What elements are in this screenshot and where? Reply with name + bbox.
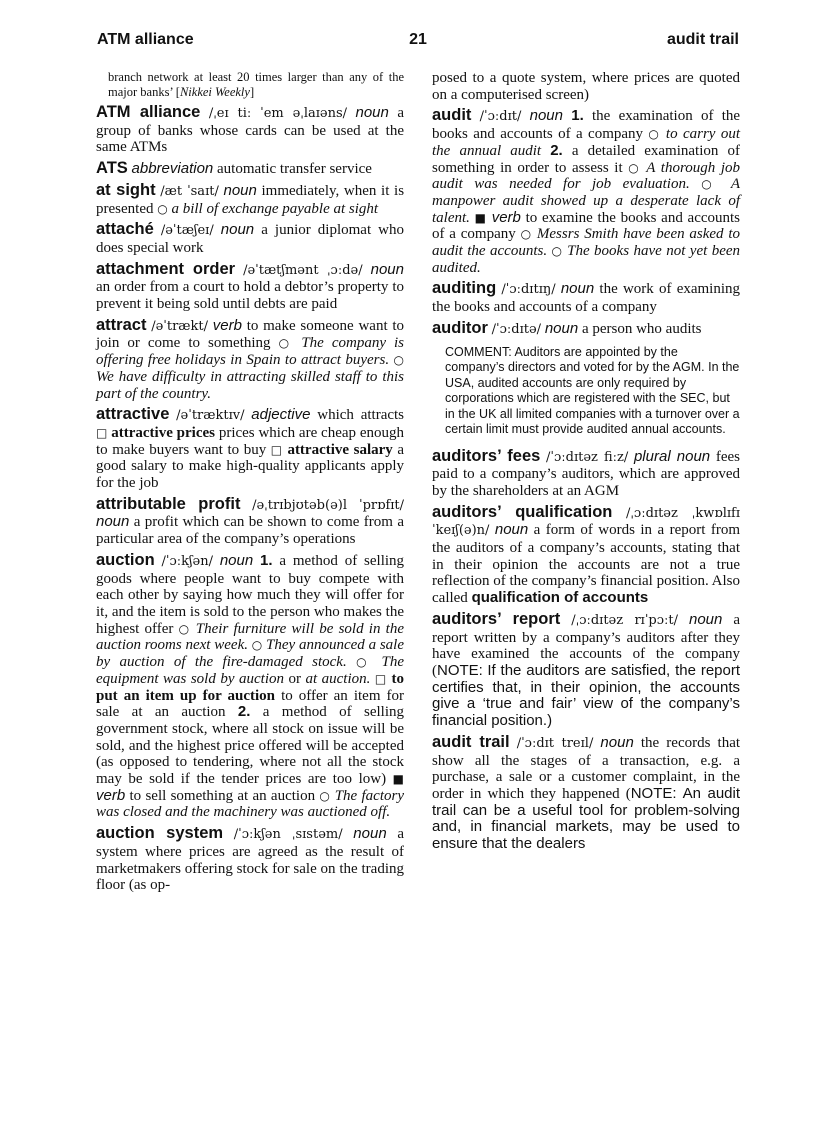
pronunciation: /ˈɔːdɪtɪŋ/: [501, 282, 556, 298]
pronunciation: /ˈɔːdɪtəz fiːz/: [546, 449, 629, 465]
page-header: [97, 31, 739, 55]
headword: audit trail: [432, 732, 510, 751]
example: We have difficulty in attracting skilled staff to this part of the country.: [96, 368, 404, 402]
definition: a form of words in a report from the auditors of a company’s accounts, stating that in their opinion the accounts are not a true reflection of the company’s financial position. Also called: [432, 522, 740, 607]
headword: auction system: [96, 824, 224, 843]
example: The company is offering free holidays in Spain to attract buyers.: [96, 335, 405, 369]
entry-atm-alliance: [96, 104, 404, 156]
note-text: If the auditors are satisfied, the report certifies that, in their opinion, the accounts give a ‘true and fair’ view of the company’s financial position.): [432, 661, 741, 730]
headword: attract: [96, 315, 147, 334]
phrase-definition: a good salary to make high-quality applicants apply for the job: [96, 441, 404, 492]
example-marker-icon: ○: [251, 638, 263, 653]
example: to carry out the annual audit: [432, 126, 741, 159]
example-marker-icon: ○: [551, 244, 563, 259]
part-of-speech: noun: [220, 221, 255, 239]
example: Their furniture will be sold in the auction rooms next week.: [96, 620, 405, 654]
note-label: NOTE:: [630, 784, 677, 802]
part-of-speech: noun: [219, 551, 254, 569]
entry-attractive: [96, 406, 404, 492]
definition: to examine the books and accounts of a company: [432, 209, 741, 243]
pronunciation: /əˈtrækt/: [151, 318, 208, 334]
definition: the work of examining the books and accounts of a company: [432, 281, 741, 316]
headword: audit: [432, 106, 472, 125]
part-of-speech: noun: [370, 260, 404, 278]
continued-entry: branch network at least 20 times larger than any of the major banks’ [Nikkei Weekly]: [108, 70, 404, 99]
definition: the examination of the books and accounts of a company: [432, 108, 741, 143]
entry-attachment-order: [96, 261, 404, 313]
headword: attachment order: [96, 259, 236, 278]
entry-auction-system: [96, 825, 404, 894]
part-of-speech: noun: [494, 521, 529, 539]
example: a bill of exchange payable at sight: [171, 200, 379, 217]
definition: which attracts: [317, 407, 405, 424]
source-citation: Nikkei Weekly: [179, 84, 250, 99]
phrase: attractive salary: [287, 441, 393, 458]
part-of-speech: abbreviation: [131, 160, 214, 178]
example-marker-icon: ○: [319, 788, 331, 803]
example-marker-icon: ○: [701, 177, 720, 192]
definition: to sell something at an auction: [129, 787, 316, 804]
definition: the records that show all the stages of a transaction, e.g. a purchase, a sale or a customer complaint, in the order in which they happened: [432, 734, 741, 802]
page-number: 21: [409, 31, 427, 48]
example: Messrs Smith have been asked to audit the accounts.: [432, 226, 741, 260]
headword: attributable profit: [96, 494, 241, 513]
entry-auditors-qualification: [432, 504, 740, 607]
definition: a report written by a company’s auditors after they have examined the accounts of the company: [432, 611, 741, 663]
phrase-marker-icon: □: [374, 671, 387, 686]
headword: auditors’ qualification: [432, 502, 613, 521]
phrase-definition: prices which are cheap enough to make buyers want to buy: [96, 424, 405, 458]
example: The factory was closed and the machinery was auctioned off.: [96, 787, 404, 821]
headword: ATS: [96, 159, 128, 178]
pronunciation: /ˌɔːdɪtəz rɪˈpɔːt/: [571, 612, 678, 628]
entry-auditors-fees: [432, 448, 740, 500]
headword: auditing: [432, 279, 497, 298]
example-marker-icon: ○: [393, 353, 404, 368]
part-of-speech: noun: [96, 513, 130, 531]
part-of-speech: noun: [355, 104, 389, 121]
pronunciation: /ˈɔːkʃən/: [161, 553, 213, 569]
phrase-marker-icon: □: [96, 425, 108, 440]
definition: an order from a court to hold a debtor’s property to prevent it being sold until debts are paid: [96, 279, 404, 313]
sense-number: 1.: [571, 107, 584, 125]
sense-number: 1.: [260, 551, 273, 569]
definition: immediately, when it is presented: [96, 182, 405, 217]
part-of-speech: adjective: [251, 406, 311, 424]
example-marker-icon: ○: [278, 336, 294, 351]
definition: a detailed examination of something in order to assess it: [432, 142, 740, 176]
entry-ats: [96, 160, 404, 178]
entry-attributable-profit: [96, 496, 404, 548]
pronunciation: /ˈɔːdɪt treɪl/: [516, 735, 594, 751]
pos-change-marker-icon: ■: [474, 210, 487, 225]
definition: a method of selling government stock, where all stock on issue will be sold, and the highest price offered will be accepted (as opposed to tendering, where not all the stock may be sold if the tender prices are too low): [96, 704, 404, 788]
headword: at sight: [96, 180, 156, 199]
pronunciation: /ˈɔːdɪt/: [479, 109, 522, 125]
phrase-definition: to offer an item for sale at an auction: [96, 687, 404, 721]
definition: a group of banks whose cards can be used at the same ATMs: [96, 105, 405, 156]
entry-auditing: [432, 280, 740, 315]
part-of-speech: noun: [560, 280, 595, 298]
definition: a method of selling goods where people want to buy compete with each other by saying how much they will offer for it, and the item is sold to the person who makes the highest offer: [96, 552, 405, 637]
example-marker-icon: ○: [356, 655, 373, 670]
definition: automatic transfer service: [217, 161, 372, 178]
example-marker-icon: ○: [520, 227, 533, 242]
headword: auditor: [432, 318, 488, 337]
comment-box: [432, 345, 740, 438]
part-of-speech: noun: [688, 610, 723, 628]
pronunciation: /æt ˈsaɪt/: [160, 183, 219, 199]
pronunciation: /ˌeɪ tiː ˈem əˌlaɪəns/: [208, 106, 348, 121]
entry-attract: [96, 317, 404, 403]
headword: auditors’ report: [432, 609, 561, 628]
part-of-speech: noun: [529, 107, 563, 125]
continued-entry: [432, 70, 740, 103]
pronunciation: /əˈtætʃmənt ˌɔːdə/: [243, 262, 363, 278]
example-marker-icon: ○: [178, 621, 191, 636]
example: They announced a sale by auction of the fire-damaged stock.: [96, 637, 405, 671]
example-marker-icon: ○: [157, 201, 168, 216]
headword: auditors’ fees: [432, 446, 541, 465]
entry-auditor: [432, 320, 740, 339]
example-marker-icon: ○: [628, 160, 641, 175]
definition: posed to a quote system, where prices are quoted on a computerised screen): [432, 70, 740, 103]
headword: ATM alliance: [96, 103, 201, 121]
cross-reference: qualification of accounts: [471, 589, 649, 607]
comment-text: Auditors are appointed by the company’s directors and voted for by the AGM. In the USA, audited accounts are only required by corporations which are registered with the SEC, but in the UK all limited companies with a turnover over a certain limit must provide audited annual accounts.: [445, 344, 740, 437]
running-head-right: audit trail: [666, 31, 739, 48]
part-of-speech: verb: [491, 208, 521, 226]
left-column: [96, 70, 404, 898]
definition: to make someone want to join or come to something: [96, 317, 405, 352]
definition: a person who audits: [581, 320, 702, 337]
definition: a system where prices are agreed as the result of marketmakers offering stock for sale on the trading floor (as op-: [96, 826, 405, 894]
running-head-left: ATM alliance: [97, 31, 194, 48]
pronunciation: /əˈtæʃeɪ/: [160, 223, 214, 239]
pronunciation: /əˌtrɪbjʊtəb(ə)l ˈprɒfɪt/: [252, 497, 405, 513]
part-of-speech: noun: [353, 825, 387, 843]
part-of-speech: noun: [544, 319, 579, 337]
headword: auction: [96, 550, 155, 569]
definition: fees paid to a company’s auditors, which are approved by the shareholders at an AGM: [432, 448, 741, 499]
right-column: [432, 70, 740, 857]
entry-audit: [432, 107, 740, 276]
part-of-speech: verb: [212, 316, 242, 334]
entry-audit-trail: audit trail /ˈɔːdɪt treɪl/ noun the records that show all the stages of a transaction, e.g. a purchase, a sale or a customer complaint, in the order in which they happened (NOTE: An audit trail can be a useful tool for problem-solving and, in financial markets, may be used to ensure that the dealers: [432, 732, 741, 853]
part-of-speech: plural noun: [633, 447, 711, 465]
sense-number: 2.: [550, 141, 563, 159]
headword: attaché: [96, 220, 154, 239]
comment-label: COMMENT:: [445, 344, 512, 359]
entry-at-sight: [96, 182, 404, 217]
example: The equipment was sold by auction: [96, 654, 405, 687]
phrase: attractive prices: [111, 424, 215, 441]
definition: a profit which can be shown to come from a particular area of the company’s operations: [96, 514, 405, 548]
entry-auditors-report: auditors’ report /ˌɔːdɪtəz rɪˈpɔːt/ noun a report written by a company’s auditors after they have examined the accounts of the company (NOTE: If the auditors are satisfied, the report certifies that, in their opinion, the accounts give a ‘true and fair’ view of the company’s financial position.): [432, 609, 741, 730]
entry-attache: [96, 221, 404, 256]
part-of-speech: noun: [223, 181, 257, 199]
phrase: to put an item up for auction: [96, 670, 404, 704]
example-marker-icon: ○: [648, 127, 661, 142]
pronunciation: /ˈɔːkʃən ˌsɪstəm/: [233, 827, 343, 843]
part-of-speech: verb: [96, 786, 126, 804]
example: A manpower audit showed up a desperate lack of talent.: [432, 176, 741, 226]
example: at auction.: [305, 670, 371, 687]
pronunciation: /ˈɔːdɪtə/: [491, 321, 542, 337]
sense-number: 2.: [237, 703, 251, 721]
example: The books have not yet been audited.: [432, 243, 741, 276]
example: A thorough job audit was needed for job evaluation.: [432, 159, 741, 193]
note-label: NOTE:: [437, 661, 483, 679]
pronunciation: /ˌɔːdɪtəz ˌkwɒlɪfɪˈkeɪʃ(ə)n/: [432, 505, 740, 539]
note-text: An audit trail can be a useful tool for problem-solving and, in financial markets, may be used to ensure that the dealers: [432, 784, 741, 853]
pos-change-marker-icon: ■: [392, 772, 404, 787]
pronunciation: /əˈtræktɪv/: [176, 408, 245, 424]
headword: attractive: [96, 405, 170, 424]
entry-auction: auction /ˈɔːkʃən/ noun 1. a method of selling goods where people want to buy compete with each other by saying how much they will offer for it, and the item is sold to the person who makes the highest offer ○ Their furniture will be sold in the auction rooms next week. ○ They announced a sale by auction of the fire-damaged stock. ○ The equipment was sold by auction or at auction. □ to put an item up for auction to offer an item for sale at an auction 2. a method of selling government stock, where all stock on issue will be sold, and the highest price offered will be accepted (as opposed to tendering, where not all the stock may be sold if the tender prices are too low) ■ verb to sell something at an auction ○ The factory was closed and the machinery was auctioned off.: [96, 550, 405, 821]
part-of-speech: noun: [600, 733, 634, 751]
definition: a junior diplomat who does special work: [96, 222, 405, 256]
phrase-marker-icon: □: [270, 442, 283, 457]
